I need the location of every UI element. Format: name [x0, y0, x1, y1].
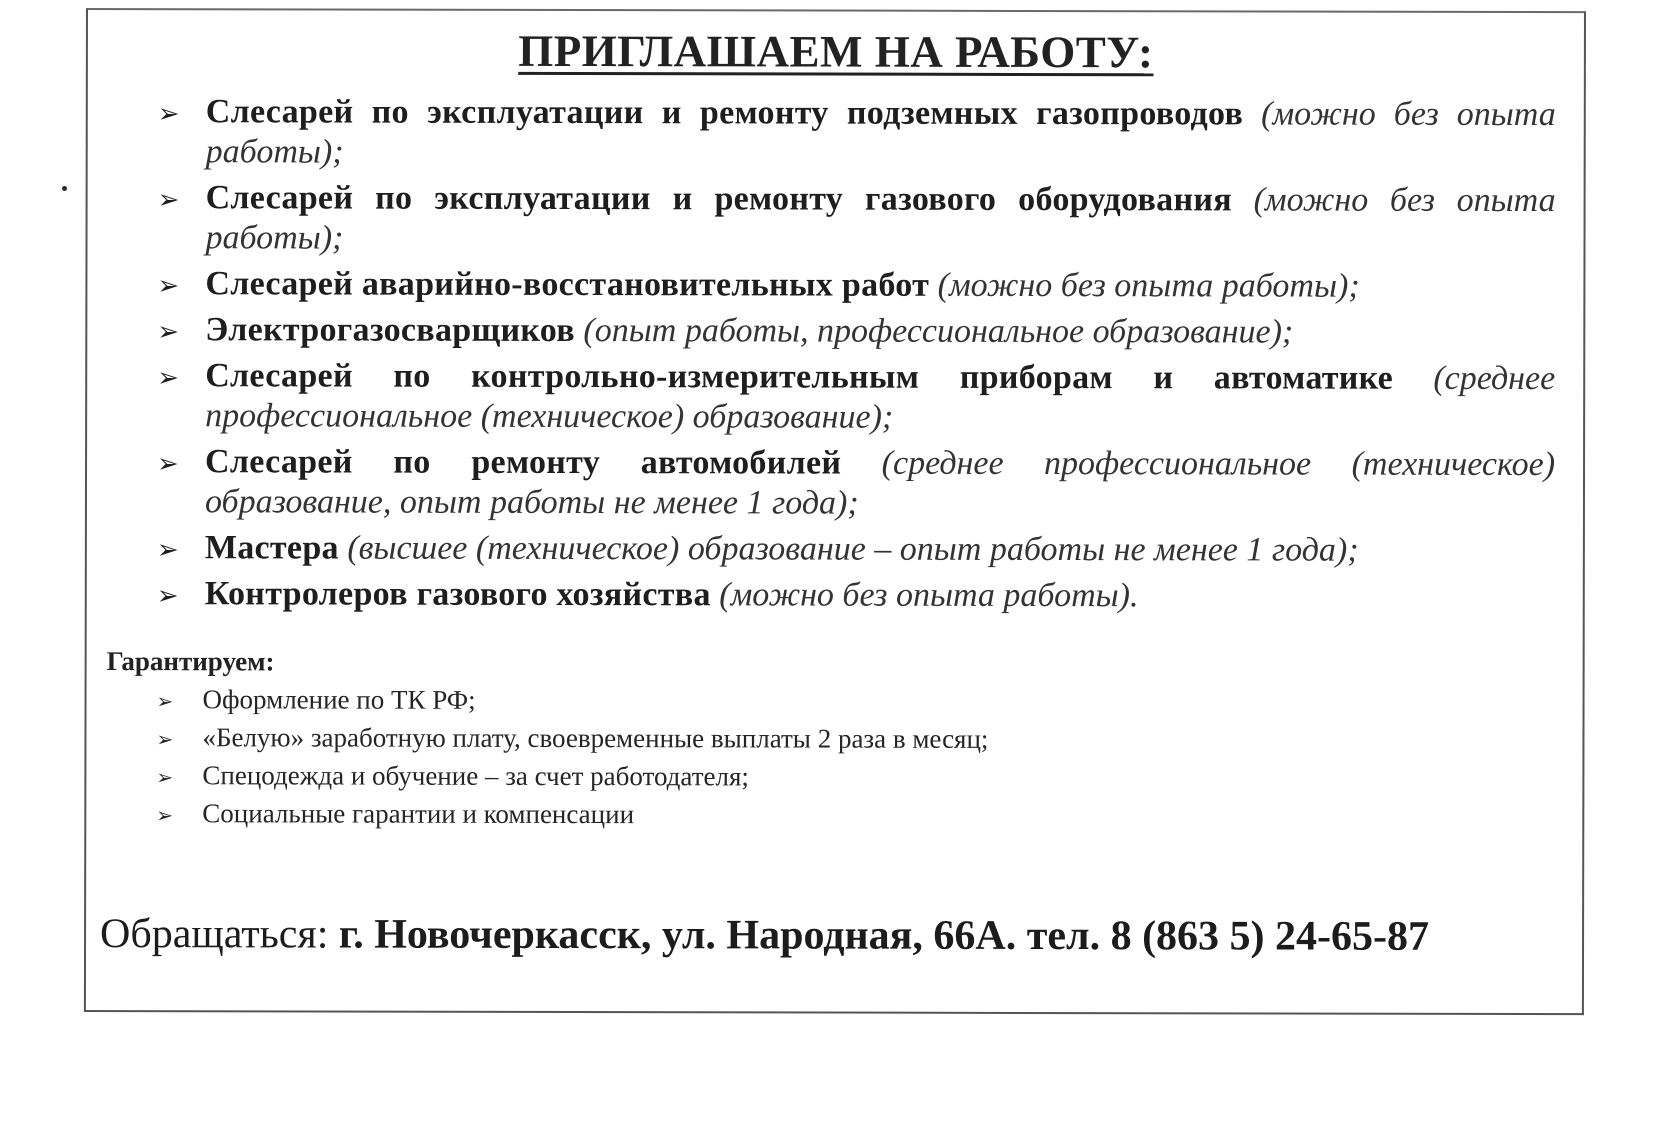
job-requirement: (можно без опыта работы). — [719, 576, 1139, 615]
job-item — [157, 310, 1555, 353]
flyer-title: ПРИГЛАШАЕМ НА РАБОТУ: — [518, 25, 1154, 78]
job-name: Контролеров газового хозяйства — [204, 575, 711, 614]
arrow-bullet-icon: ➢ — [157, 271, 180, 302]
guarantee-item — [156, 758, 1256, 794]
job-name: Слесарей по эксплуатации и ремонту подземных газопроводов — [205, 93, 1244, 133]
guarantee-item — [156, 796, 1256, 832]
guarantee-text: «Белую» заработную плату, своевременные выплаты 2 раза в месяц; — [202, 722, 989, 754]
job-item — [157, 574, 1555, 617]
job-requirement: (можно без опыта работы); — [205, 95, 1556, 171]
job-name: Слесарей по контрольно-измерительным приборам и автоматике — [205, 357, 1394, 397]
job-item — [157, 528, 1555, 571]
guarantee-text: Социальные гарантии и компенсации — [202, 798, 635, 830]
arrow-bullet-icon: ➢ — [157, 317, 180, 348]
guarantee-text: Спецодежда и обучение – за счет работодателя; — [202, 760, 749, 792]
guarantees-heading: Гарантируем: — [106, 646, 275, 677]
flyer-frame — [84, 8, 1586, 1015]
guarantee-item — [157, 682, 1257, 718]
arrow-bullet-icon: ➢ — [156, 689, 174, 714]
arrow-bullet-icon: ➢ — [157, 363, 180, 394]
job-requirement: (можно без опыта работы); — [205, 181, 1556, 257]
job-name: Слесарей по эксплуатации и ремонту газового оборудования — [205, 179, 1233, 219]
job-requirement: (высшее (техническое) образование – опыт работы не менее 1 года); — [347, 529, 1359, 569]
guarantee-text: Оформление по ТК РФ; — [202, 684, 476, 715]
job-name: Слесарей аварийно-восстановительных работ — [205, 265, 930, 304]
job-requirement: (среднее профессиональное (техническое) образование, опыт работы не менее 1 года); — [204, 444, 1556, 522]
guarantee-item — [156, 720, 1256, 756]
job-item — [158, 92, 1556, 175]
arrow-bullet-icon: ➢ — [157, 449, 179, 480]
scan-speck — [62, 186, 67, 191]
job-requirement: (опыт работы, профессиональное образование); — [583, 312, 1294, 351]
job-requirement: (можно без опыта работы); — [937, 266, 1360, 305]
job-name: Электрогазосварщиков — [205, 311, 575, 350]
job-item — [157, 356, 1555, 439]
job-item — [157, 264, 1555, 307]
arrow-bullet-icon: ➢ — [157, 99, 180, 130]
job-name: Слесарей по ремонту автомобилей — [205, 443, 842, 482]
contact-address-phone: г. Новочеркасск, ул. Народная, 66А. тел. 8 (863 5) 24-65-87 — [338, 911, 1430, 960]
contact-label: Обращаться: — [100, 911, 329, 958]
guarantee-list — [156, 682, 1256, 836]
arrow-bullet-icon: ➢ — [156, 803, 174, 828]
job-list — [157, 92, 1556, 623]
job-requirement: (среднее профессиональное (техническое) образование); — [205, 359, 1556, 436]
arrow-bullet-icon: ➢ — [156, 535, 179, 566]
arrow-bullet-icon: ➢ — [156, 765, 174, 790]
arrow-bullet-icon: ➢ — [156, 727, 174, 752]
job-item — [157, 178, 1555, 261]
job-item — [157, 442, 1555, 525]
job-name: Мастера — [204, 529, 339, 567]
arrow-bullet-icon: ➢ — [156, 581, 179, 612]
arrow-bullet-icon: ➢ — [157, 185, 180, 216]
contact-line — [100, 910, 1429, 961]
